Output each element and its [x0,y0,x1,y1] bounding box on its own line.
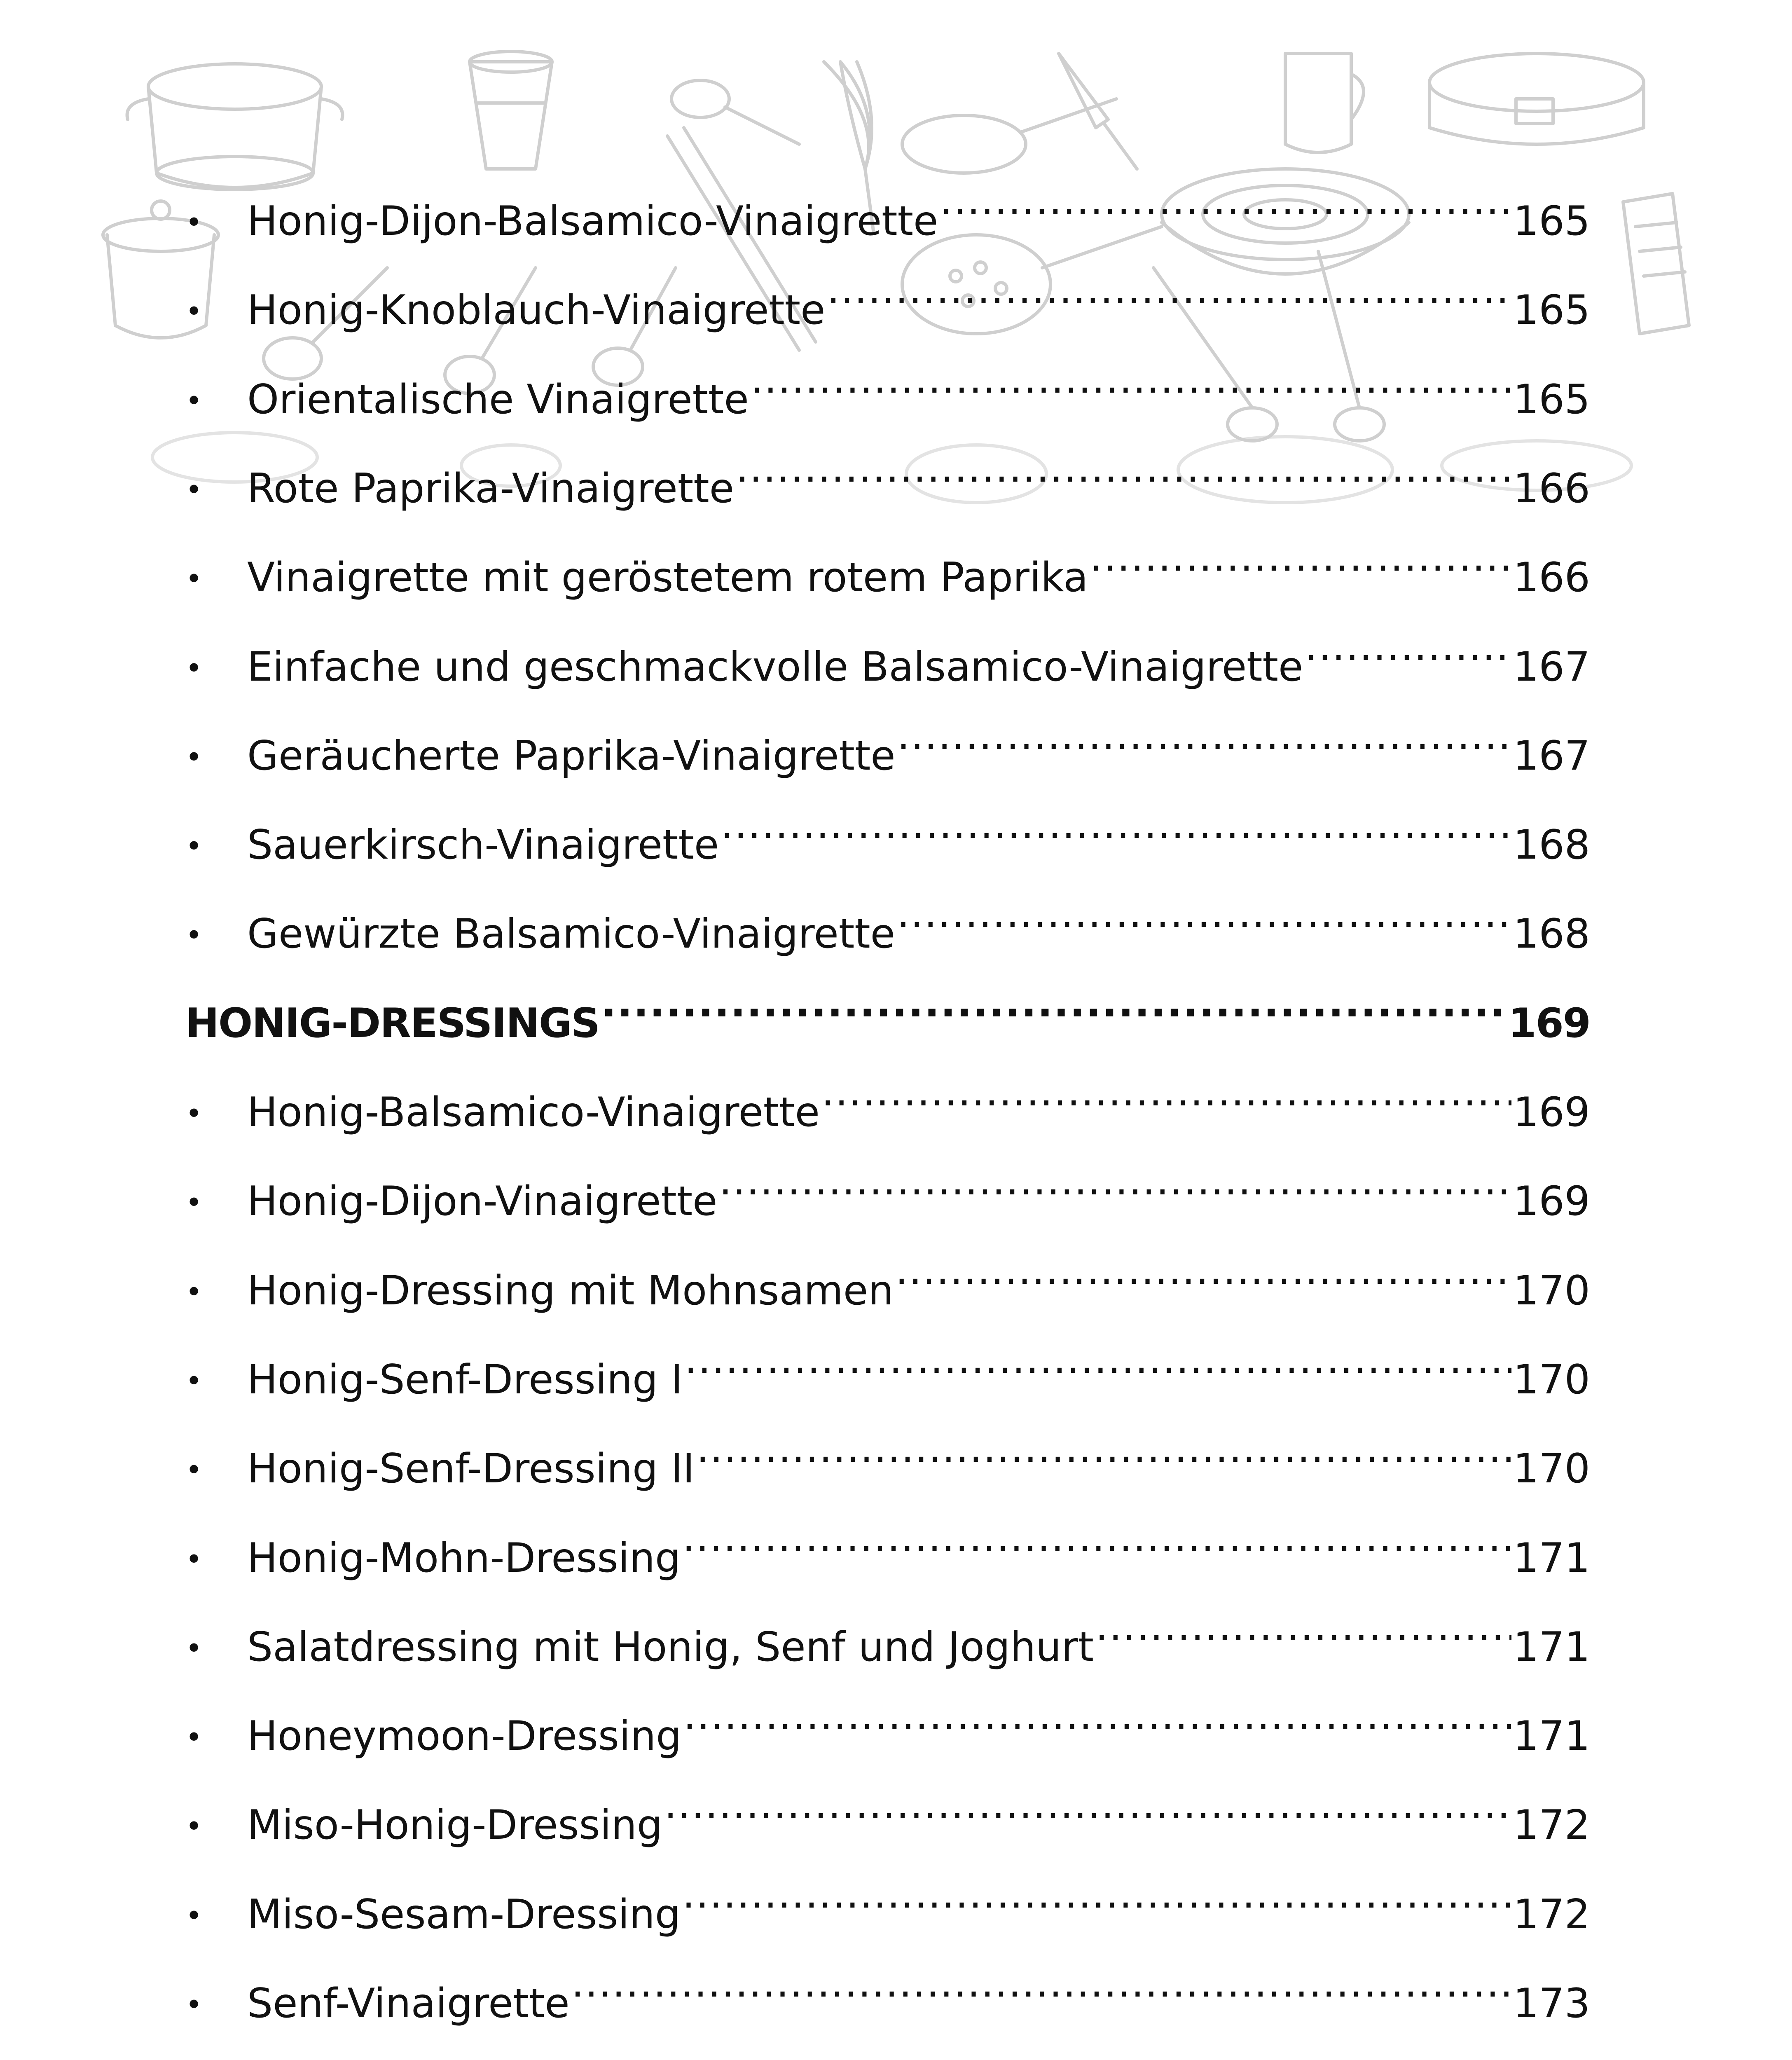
dot-leader [827,258,1511,324]
toc-entry-title: Rote Paprika-Vinaigrette [247,465,734,512]
dot-leader [682,1506,1511,1572]
dot-leader [736,436,1511,502]
toc-entry[interactable] [185,1506,1590,1582]
toc-page-number: 170 [1513,1356,1590,1403]
toc-entry-title: Honig-Knoblauch-Vinaigrette [247,287,826,334]
toc-page-number: 170 [1513,1267,1590,1314]
toc-page-number: 169 [1513,1178,1590,1225]
dot-leader [897,704,1511,770]
toc-page-number: 173 [1513,1980,1590,2027]
toc-page-number: 172 [1513,1891,1590,1938]
toc-entry-title: HONIG-DRESSINGS [185,1000,599,1047]
toc-entry-title: Miso-Honig-Dressing [247,1802,663,1849]
dot-leader [664,1773,1511,1839]
toc-entry-title: Orientalische Vinaigrette [247,376,749,423]
toc-entry-title: Honig-Senf-Dressing II [247,1445,695,1493]
dot-leader [684,1327,1511,1393]
bullet-icon: • [185,473,203,507]
toc-page-number: 166 [1513,465,1590,512]
bullet-icon: • [185,740,203,774]
toc-entry[interactable] [185,1862,1590,1938]
jug-icon [1285,54,1364,152]
toc-page-number: 169 [1513,1089,1590,1136]
grater-icon [1623,194,1689,334]
toc-entry[interactable] [185,1238,1590,1314]
dot-leader [696,1416,1511,1482]
toc-entry-title: Honig-Balsamico-Vinaigrette [247,1089,820,1136]
toc-page-number: 168 [1513,822,1590,869]
dot-leader [601,971,1507,1037]
glass-icon [470,52,552,169]
dot-leader [821,1060,1511,1126]
bullet-icon: • [185,295,203,329]
bullet-icon: • [185,1810,203,1844]
toc-entry[interactable] [185,1595,1590,1671]
toc-entry[interactable] [185,1951,1590,2027]
toc-entry[interactable] [185,1149,1590,1225]
bullet-icon: • [185,1542,203,1576]
toc-page-number: 165 [1513,198,1590,245]
toc-entry[interactable] [185,1416,1590,1493]
bullet-icon: • [185,1097,203,1131]
toc-entry[interactable] [185,258,1590,334]
bullet-icon: • [185,1275,203,1309]
bullet-icon: • [185,651,203,685]
toc-entry-title: Honig-Senf-Dressing I [247,1356,683,1403]
dot-leader [751,347,1511,413]
toc-page-number: 171 [1513,1623,1590,1671]
dot-leader [721,793,1511,859]
toc-entry[interactable] [185,436,1590,512]
dot-leader [571,1951,1511,2017]
toc-entry-title: Vinaigrette mit geröstetem rotem Paprika [247,554,1088,602]
toc-page-number: 168 [1513,911,1590,958]
bullet-icon: • [185,206,203,239]
toc-entry[interactable] [185,1060,1590,1136]
frying-pan-icon [902,99,1116,173]
bullet-icon: • [185,562,203,596]
toc-entry-title: Geräucherte Paprika-Vinaigrette [247,732,896,780]
toc-entry[interactable] [185,615,1590,691]
toc-page-number: 166 [1513,554,1590,602]
toc-page-number: 171 [1513,1713,1590,1760]
toc-entry-title: Honig-Dijon-Vinaigrette [247,1178,718,1225]
toc-entry[interactable] [185,2040,1590,2060]
bullet-icon: • [185,829,203,864]
toc-entry[interactable] [185,882,1590,958]
toc-entry[interactable] [185,1773,1590,1849]
cake-tin-icon [1429,54,1644,144]
toc-entry[interactable] [185,793,1590,869]
toc-entry-title: Miso-Sesam-Dressing [247,1891,681,1938]
dot-leader [682,1862,1511,1928]
bullet-icon: • [185,1988,203,2022]
toc-entry-title: Honig-Dressing mit Mohnsamen [247,1267,894,1314]
toc-entry[interactable] [185,169,1590,245]
toc-entry-title: Honig-Mohn-Dressing [247,1534,681,1582]
dot-leader [897,882,1511,948]
dot-leader [895,1238,1511,1304]
toc-page-number: 167 [1513,732,1590,780]
toc-entry[interactable] [185,347,1590,423]
dot-leader [1305,615,1511,681]
dot-leader [683,1684,1511,1750]
toc-entry-title: Gewürzte Balsamico-Vinaigrette [247,911,895,958]
bullet-icon: • [185,1186,203,1220]
toc-page-number: 165 [1513,287,1590,334]
bullet-icon: • [185,1721,203,1755]
toc-page-number: 167 [1513,643,1590,691]
toc-entry-title: Senf-Vinaigrette [247,1980,570,2027]
toc-page-number: 169 [1508,1000,1590,1047]
toc-entry-title: Honig-Dijon-Balsamico-Vinaigrette [247,198,938,245]
toc-entry-title: Honeymoon-Dressing [247,1713,682,1760]
bullet-icon: • [185,1364,203,1398]
toc-page-number: 172 [1513,1802,1590,1849]
toc-entry[interactable] [185,1684,1590,1760]
knife-icon [1059,54,1137,169]
bullet-icon: • [185,1631,203,1665]
toc-section-heading[interactable] [185,971,1590,1047]
dot-leader [1095,1595,1511,1661]
dot-leader [719,1149,1511,1215]
toc-entry-title: Sauerkirsch-Vinaigrette [247,822,719,869]
toc-entry-title: Salatdressing mit Honig, Senf und Joghurt [247,1623,1094,1671]
spoon-icon [671,80,799,144]
dot-leader [1090,525,1511,591]
toc-entry[interactable] [185,704,1590,780]
dot-leader [862,2040,1511,2060]
toc-entry[interactable] [185,1327,1590,1403]
bullet-icon: • [185,1898,203,1933]
toc-page-number: 165 [1513,376,1590,423]
bullet-icon: • [185,384,203,418]
toc-entry[interactable] [185,525,1590,602]
toc-page-number: 171 [1513,1534,1590,1582]
dot-leader [940,169,1511,235]
toc-page-number: 170 [1513,1445,1590,1493]
toc-entry-title: Einfache und geschmackvolle Balsamico-Vinaigrette [247,643,1303,691]
bullet-icon: • [185,918,203,953]
bullet-icon: • [185,1453,203,1487]
